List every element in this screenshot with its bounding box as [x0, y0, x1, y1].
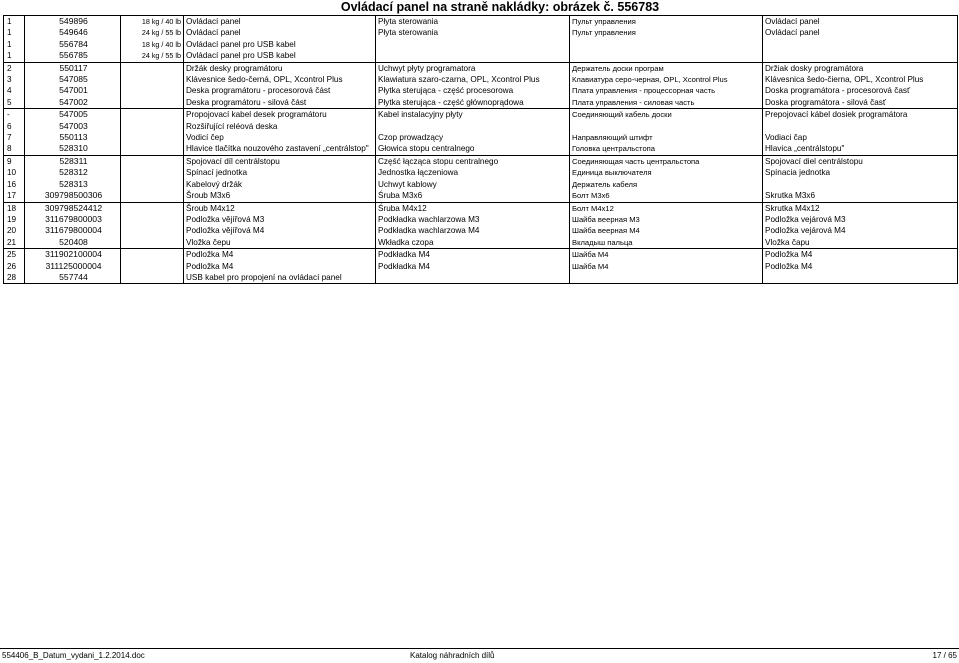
polish-name-cell: Klawiatura szaro-czarna, OPL, Xcontrol Plus [376, 74, 570, 85]
czech-name-cell: Klávesnice šedo-černá, OPL, Xcontrol Plus [184, 74, 376, 85]
table-row [4, 143, 958, 155]
part-number-cell: 550113 [25, 132, 121, 143]
polish-name-cell: Płyta sterowania [376, 16, 570, 28]
slovak-name-cell: Ovládací panel [763, 27, 958, 38]
weight-cell [121, 202, 184, 214]
weight-cell [121, 261, 184, 272]
position-cell: 8 [4, 143, 25, 155]
russian-name-cell: Болт M4x12 [570, 202, 763, 214]
table-row [4, 74, 958, 85]
table-row [4, 261, 958, 272]
russian-name-cell: Пульт управления [570, 16, 763, 28]
weight-cell [121, 121, 184, 132]
weight-cell [121, 85, 184, 96]
part-number-cell: 528313 [25, 179, 121, 190]
part-number-cell: 528310 [25, 143, 121, 155]
slovak-name-cell [763, 272, 958, 284]
czech-name-cell: Ovládací panel [184, 16, 376, 28]
position-cell: - [4, 109, 25, 121]
table-row [4, 214, 958, 225]
polish-name-cell: Płyta sterowania [376, 27, 570, 38]
table-row [4, 27, 958, 38]
russian-name-cell [570, 121, 763, 132]
table-row [4, 132, 958, 143]
weight-cell [121, 225, 184, 236]
position-cell: 19 [4, 214, 25, 225]
russian-name-cell: Единица выключателя [570, 167, 763, 178]
polish-name-cell: Kabel instalacyjny płyty [376, 109, 570, 121]
part-number-cell: 549896 [25, 16, 121, 28]
czech-name-cell: Deska programátoru - silová část [184, 97, 376, 109]
polish-name-cell: Podkładka wachlarzowa M4 [376, 225, 570, 236]
position-cell: 7 [4, 132, 25, 143]
slovak-name-cell: Klávesnica šedo-čierna, OPL, Xcontrol Plus [763, 74, 958, 85]
part-number-cell: 549646 [25, 27, 121, 38]
table-row [4, 50, 958, 62]
part-number-cell: 547002 [25, 97, 121, 109]
part-number-cell: 520408 [25, 237, 121, 249]
polish-name-cell: Śruba M4x12 [376, 202, 570, 214]
slovak-name-cell: Skrutka M3x6 [763, 190, 958, 202]
slovak-name-cell: Doska programátora - procesorová časť [763, 85, 958, 96]
russian-name-cell: Плата управления - процессорная часть [570, 85, 763, 96]
position-cell: 1 [4, 50, 25, 62]
slovak-name-cell: Podložka M4 [763, 249, 958, 261]
weight-cell: 18 kg / 40 lb [121, 16, 184, 28]
russian-name-cell [570, 39, 763, 50]
part-number-cell: 311679800004 [25, 225, 121, 236]
russian-name-cell: Шайба M4 [570, 261, 763, 272]
part-number-cell: 311902100004 [25, 249, 121, 261]
position-cell: 17 [4, 190, 25, 202]
weight-cell [121, 97, 184, 109]
weight-cell [121, 132, 184, 143]
position-cell: 4 [4, 85, 25, 96]
russian-name-cell: Клавиатура серо-черная, OPL, Xcontrol Plus [570, 74, 763, 85]
czech-name-cell: Spínací jednotka [184, 167, 376, 178]
position-cell: 18 [4, 202, 25, 214]
polish-name-cell: Głowica stopu centralnego [376, 143, 570, 155]
polish-name-cell: Śruba M3x6 [376, 190, 570, 202]
czech-name-cell: Podložka vějířová M4 [184, 225, 376, 236]
slovak-name-cell: Podložka vejárová M3 [763, 214, 958, 225]
table-row [4, 39, 958, 50]
page-title: Ovládací panel na straně nakládky: obrázek č. 556783 [340, 0, 660, 14]
russian-name-cell: Держатель кабеля [570, 179, 763, 190]
position-cell: 6 [4, 121, 25, 132]
weight-cell [121, 155, 184, 167]
weight-cell [121, 109, 184, 121]
weight-cell: 18 kg / 40 lb [121, 39, 184, 50]
slovak-name-cell: Vložka čapu [763, 237, 958, 249]
part-number-cell: 528312 [25, 167, 121, 178]
russian-name-cell: Соединяющий кабель доски [570, 109, 763, 121]
russian-name-cell: Соединяющая часть центральстопа [570, 155, 763, 167]
part-number-cell: 556785 [25, 50, 121, 62]
footer-document-name: 554406_B_Datum_vydani_1.2.2014.doc [2, 651, 145, 660]
slovak-name-cell: Podložka vejárová M4 [763, 225, 958, 236]
weight-cell [121, 179, 184, 190]
weight-cell: 24 kg / 55 lb [121, 50, 184, 62]
part-number-cell: 547001 [25, 85, 121, 96]
position-cell: 25 [4, 249, 25, 261]
polish-name-cell: Podkładka M4 [376, 249, 570, 261]
czech-name-cell: Vložka čepu [184, 237, 376, 249]
russian-name-cell: Головка центральстопа [570, 143, 763, 155]
polish-name-cell: Płytka sterująca - część głównoprądowa [376, 97, 570, 109]
table-row [4, 225, 958, 236]
russian-name-cell: Держатель доски програм [570, 62, 763, 74]
part-number-cell: 547085 [25, 74, 121, 85]
weight-cell [121, 237, 184, 249]
position-cell: 1 [4, 39, 25, 50]
czech-name-cell: Držák desky programátoru [184, 62, 376, 74]
polish-name-cell: Uchwyt kablowy [376, 179, 570, 190]
position-cell: 26 [4, 261, 25, 272]
position-cell: 20 [4, 225, 25, 236]
russian-name-cell [570, 50, 763, 62]
position-cell: 5 [4, 97, 25, 109]
footer-page-number: 17 / 65 [932, 651, 957, 660]
weight-cell [121, 214, 184, 225]
slovak-name-cell: Skrutka M4x12 [763, 202, 958, 214]
russian-name-cell: Вкладыш пальца [570, 237, 763, 249]
table-row [4, 249, 958, 261]
position-cell: 28 [4, 272, 25, 284]
weight-cell [121, 190, 184, 202]
russian-name-cell: Направляющий штифт [570, 132, 763, 143]
slovak-name-cell: Spínacia jednotka [763, 167, 958, 178]
table-row [4, 179, 958, 190]
weight-cell [121, 143, 184, 155]
slovak-name-cell [763, 121, 958, 132]
part-number-cell: 557744 [25, 272, 121, 284]
weight-cell [121, 74, 184, 85]
table-row [4, 202, 958, 214]
polish-name-cell: Uchwyt płyty programatora [376, 62, 570, 74]
weight-cell [121, 167, 184, 178]
weight-cell [121, 272, 184, 284]
czech-name-cell: Šroub M3x6 [184, 190, 376, 202]
table-row [4, 155, 958, 167]
russian-name-cell: Пульт управления [570, 27, 763, 38]
part-number-cell: 309798524412 [25, 202, 121, 214]
position-cell: 10 [4, 167, 25, 178]
czech-name-cell: Spojovací díl centrálstopu [184, 155, 376, 167]
table-row [4, 97, 958, 109]
parts-table-body [4, 16, 958, 284]
czech-name-cell: Rozšiřující reléová deska [184, 121, 376, 132]
polish-name-cell [376, 121, 570, 132]
slovak-name-cell: Držiak dosky programátora [763, 62, 958, 74]
slovak-name-cell: Vodiaci čap [763, 132, 958, 143]
russian-name-cell [570, 272, 763, 284]
slovak-name-cell: Ovládací panel [763, 16, 958, 28]
russian-name-cell: Болт M3x6 [570, 190, 763, 202]
polish-name-cell: Podkładka M4 [376, 261, 570, 272]
table-row [4, 16, 958, 28]
position-cell: 9 [4, 155, 25, 167]
czech-name-cell: Ovládací panel [184, 27, 376, 38]
slovak-name-cell [763, 39, 958, 50]
part-number-cell: 547003 [25, 121, 121, 132]
table-row [4, 167, 958, 178]
czech-name-cell: Deska programátoru - procesorová část [184, 85, 376, 96]
position-cell: 1 [4, 27, 25, 38]
table-row [4, 109, 958, 121]
russian-name-cell: Плата управления - силовая часть [570, 97, 763, 109]
weight-cell [121, 62, 184, 74]
slovak-name-cell: Podložka M4 [763, 261, 958, 272]
polish-name-cell: Część łącząca stopu centralnego [376, 155, 570, 167]
part-number-cell: 311679800003 [25, 214, 121, 225]
czech-name-cell: Hlavice tlačítka nouzového zastavení „centrálstop" [184, 143, 376, 155]
czech-name-cell: Kabelový držák [184, 179, 376, 190]
position-cell: 3 [4, 74, 25, 85]
part-number-cell: 528311 [25, 155, 121, 167]
slovak-name-cell: Doska programátora - silová časť [763, 97, 958, 109]
part-number-cell: 547005 [25, 109, 121, 121]
polish-name-cell [376, 39, 570, 50]
czech-name-cell: Podložka M4 [184, 249, 376, 261]
table-row [4, 85, 958, 96]
slovak-name-cell: Prepojovací kábel dosiek programátora [763, 109, 958, 121]
parts-table [3, 15, 958, 284]
polish-name-cell [376, 272, 570, 284]
russian-name-cell: Шайба веерная M3 [570, 214, 763, 225]
polish-name-cell: Płytka sterująca - część procesorowa [376, 85, 570, 96]
polish-name-cell: Czop prowadzący [376, 132, 570, 143]
polish-name-cell: Wkładka czopa [376, 237, 570, 249]
czech-name-cell: USB kabel pro propojení na ovládací panel [184, 272, 376, 284]
table-row [4, 272, 958, 284]
part-number-cell: 550117 [25, 62, 121, 74]
russian-name-cell: Шайба веерная M4 [570, 225, 763, 236]
table-row [4, 190, 958, 202]
polish-name-cell [376, 50, 570, 62]
part-number-cell: 556784 [25, 39, 121, 50]
part-number-cell: 311125000004 [25, 261, 121, 272]
czech-name-cell: Podložka vějířová M3 [184, 214, 376, 225]
czech-name-cell: Propojovací kabel desek programátoru [184, 109, 376, 121]
table-row [4, 237, 958, 249]
footer-divider [0, 648, 959, 649]
position-cell: 2 [4, 62, 25, 74]
position-cell: 21 [4, 237, 25, 249]
table-row [4, 121, 958, 132]
slovak-name-cell: Spojovací diel centrálstopu [763, 155, 958, 167]
position-cell: 1 [4, 16, 25, 28]
slovak-name-cell [763, 179, 958, 190]
polish-name-cell: Podkładka wachlarzowa M3 [376, 214, 570, 225]
slovak-name-cell [763, 50, 958, 62]
weight-cell [121, 249, 184, 261]
czech-name-cell: Podložka M4 [184, 261, 376, 272]
table-row [4, 62, 958, 74]
russian-name-cell: Шайба M4 [570, 249, 763, 261]
position-cell: 16 [4, 179, 25, 190]
part-number-cell: 309798500306 [25, 190, 121, 202]
czech-name-cell: Ovládací panel pro USB kabel [184, 50, 376, 62]
czech-name-cell: Vodicí čep [184, 132, 376, 143]
czech-name-cell: Šroub M4x12 [184, 202, 376, 214]
polish-name-cell: Jednostka łączeniowa [376, 167, 570, 178]
weight-cell: 24 kg / 55 lb [121, 27, 184, 38]
slovak-name-cell: Hlavica „centrálstopu" [763, 143, 958, 155]
footer-catalog-title: Katalog náhradních dílů [410, 651, 495, 660]
czech-name-cell: Ovládací panel pro USB kabel [184, 39, 376, 50]
